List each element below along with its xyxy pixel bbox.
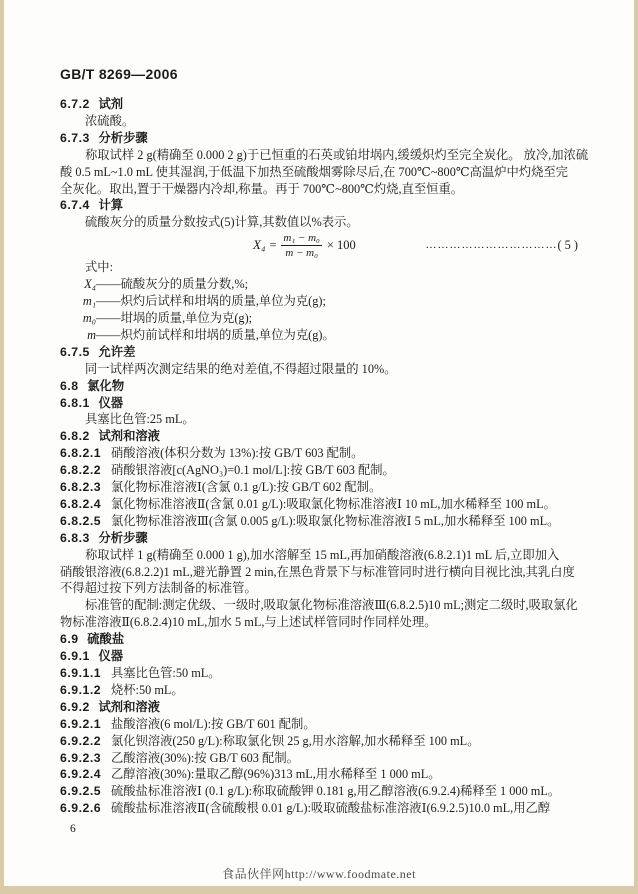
clause-number: 6.8.2.4: [60, 496, 102, 511]
symbol-definition-line: [60, 310, 578, 327]
clause-line: [60, 750, 578, 767]
footer-watermark: 食品伙伴网http://www.foodmate.net: [222, 867, 416, 881]
clause-number: 6.9.2.4: [60, 767, 102, 782]
equals-sign: =: [269, 237, 277, 252]
clause-number: 6.9.2.1: [60, 716, 102, 731]
clause-text: 硫酸盐: [87, 632, 125, 647]
clause-text: 仪器: [98, 649, 124, 664]
body-text-line: 酸 0.5 mL~1.0 mL 使其湿润,于低温下加热至硫酸烟雾除尽后,在 700℃~800℃高温炉中灼烧至完: [60, 164, 568, 179]
symbol-variable: m₀: [82, 310, 96, 325]
fraction-numerator: m₁ − m₀: [283, 231, 320, 244]
clause-line: [60, 716, 578, 733]
body-text-line: 同一试样两次测定结果的绝对差值,不得超过限量的 10%。: [85, 361, 397, 376]
page-border-left: [0, 0, 4, 894]
clause-number: 6.8.2.3: [60, 480, 102, 495]
clause-text: 试剂: [98, 97, 124, 111]
clause-line: [60, 479, 578, 496]
clause-text: 硝酸溶液(体积分数为 13%):按 GB/T 603 配制。: [110, 446, 364, 461]
clause-number: 6.7.3: [60, 130, 90, 145]
document-body: [60, 96, 589, 838]
body-text-line: 物标准溶液Ⅱ(6.8.2.4)10 mL,加水 5 mL,与上述试样管同时作同样处理。: [60, 615, 437, 630]
clause-text: 仪器: [98, 395, 124, 410]
clause-line: [60, 682, 578, 699]
clause-number: 6.7.2: [60, 97, 90, 111]
body-text-line: 具塞比色管:25 mL。: [85, 412, 195, 427]
equation-number: ( 5 ): [557, 237, 578, 252]
clause-line: [60, 800, 578, 817]
clause-text: 硫酸盐标准溶液Ⅰ (0.1 g/L):称取硫酸钾 0.181 g,用乙醇溶液(6.9.2.4)稀释至 1 000 mL。: [110, 784, 561, 799]
section-heading-line: [60, 197, 578, 214]
clause-line: [60, 766, 578, 783]
section-heading-line: [60, 395, 578, 412]
formula-line: [60, 231, 578, 259]
symbol-definition-line: [60, 327, 578, 344]
clause-text: 氯化物: [87, 378, 125, 393]
fraction: [281, 232, 321, 259]
clause-line: [60, 665, 578, 682]
page-number: 6: [70, 823, 76, 836]
clause-text: 试剂和溶液: [98, 699, 160, 714]
formula-math: [253, 232, 356, 259]
section-heading-line: [60, 631, 578, 648]
clause-number: 6.8.2.5: [60, 513, 102, 528]
dotted-leader: ……………………………: [425, 238, 558, 251]
page-border-bottom: [0, 886, 638, 894]
multiplier: × 100: [326, 237, 356, 252]
clause-text: 乙酸溶液(30%):按 GB/T 603 配制。: [110, 750, 299, 765]
body-text-line: 称取试样 1 g(精确至 0.000 1 g),加水溶解至 15 mL,再加硝酸溶液(6.8.2.1)1 mL 后,立即加入: [85, 547, 560, 562]
clause-number: 6.8: [60, 378, 79, 393]
symbol-description: ——坩埚的质量,单位为克(g);: [96, 310, 253, 325]
section-heading-line: [60, 344, 578, 361]
document-lines: [60, 96, 589, 817]
standard-number-header: GB/T 8269—2006: [60, 66, 178, 82]
clause-text: 烧杯:50 mL。: [110, 682, 184, 697]
clause-number: 6.8.2.2: [60, 463, 102, 478]
body-text-line: 称取试样 2 g(精确至 0.000 2 g)于已恒重的石英或铂坩埚内,缓缓炽灼至完全炭化。 放冷,加浓硫: [85, 147, 589, 162]
section-heading-line: [60, 96, 578, 113]
section-heading-line: [60, 530, 578, 547]
body-text-line: 标准管的配制:测定优级、一级时,吸取氯化物标准溶液Ⅲ(6.8.2.5)10 mL;测定二级时,吸取氯化: [85, 598, 578, 613]
clause-text: 盐酸溶液(6 mol/L):按 GB/T 601 配制。: [110, 716, 316, 731]
clause-text: 计算: [98, 198, 124, 213]
clause-number: 6.9: [60, 632, 79, 647]
body-text-line: 全灰化。取出,置于干燥器内冷却,称量。再于 700℃~800℃灼烧,直至恒重。: [60, 181, 464, 196]
section-heading-line: [60, 648, 578, 665]
clause-text: 具塞比色管:50 mL。: [110, 666, 221, 680]
clause-number: 6.9.1.2: [60, 682, 102, 697]
page-border-right: [634, 0, 638, 894]
symbol-variable: X₄: [84, 277, 96, 292]
clause-number: 6.9.1.1: [60, 666, 102, 680]
clause-number: 6.8.2: [60, 429, 90, 444]
clause-number: 6.9.2.2: [60, 733, 102, 748]
clause-text: 氯化物标准溶液Ⅰ(含氯 0.1 g/L):按 GB/T 602 配制。: [110, 480, 382, 495]
clause-text: 硝酸银溶液[c(AgNO₃)=0.1 mol/L]:按 GB/T 603 配制。: [110, 463, 395, 478]
clause-number: 6.9.2.6: [60, 801, 102, 816]
section-heading-line: [60, 130, 578, 147]
clause-line: [60, 496, 578, 513]
clause-number: 6.9.2: [60, 699, 90, 714]
clause-text: 氯化钡溶液(250 g/L):称取氯化钡 25 g,用水溶解,加水稀释至 100 mL。: [110, 733, 480, 748]
clause-text: 允许差: [98, 344, 136, 359]
clause-number: 6.9.2.5: [60, 784, 102, 799]
symbol-description: ——硫酸灰分的质量分数,%;: [96, 277, 249, 292]
clause-number: 6.7.4: [60, 198, 90, 213]
clause-number: 6.8.1: [60, 395, 90, 410]
clause-text: 分析步骤: [98, 130, 148, 145]
clause-number: 6.8.2.1: [60, 446, 102, 461]
clause-number: 6.9.1: [60, 649, 90, 664]
symbol-definition-line: [60, 293, 578, 310]
fraction-denominator: m − m₀: [285, 246, 318, 259]
body-text-line: 不得超过按下列方法制备的标准管。: [60, 581, 257, 596]
symbol-description: ——炽灼后试样和坩埚的质量,单位为克(g);: [96, 294, 326, 309]
clause-text: 试剂和溶液: [98, 429, 160, 444]
section-heading-line: [60, 378, 578, 395]
clause-line: [60, 733, 578, 750]
clause-text: 分析步骤: [98, 530, 148, 545]
body-text-line: 硝酸银溶液(6.8.2.2)1 mL,避光静置 2 min,在黑色背景下与标准管同时进行横向目视比浊,其乳白度: [60, 564, 575, 579]
clause-line: [60, 513, 578, 530]
symbol-variable: m₁: [82, 294, 96, 309]
clause-text: 氯化物标准溶液Ⅲ(含氯 0.005 g/L):吸取氯化物标准溶液Ⅰ 5 mL,加水稀释至 100 mL。: [110, 513, 560, 528]
symbol-definition-line: [60, 276, 578, 293]
symbol-variable: m: [87, 327, 96, 342]
body-text-line: 硫酸灰分的质量分数按式(5)计算,其数值以%表示。: [85, 215, 359, 230]
clause-text: 硫酸盐标准溶液Ⅱ(含硫酸根 0.01 g/L):吸取硫酸盐标准溶液Ⅰ(6.9.2.5)10.0 mL,用乙醇: [110, 801, 551, 816]
section-heading-line: [60, 428, 578, 445]
clause-line: [60, 783, 578, 800]
body-text-line: 式中:: [85, 260, 114, 275]
symbol-description: ——炽灼前试样和坩埚的质量,单位为克(g)。: [96, 327, 335, 342]
clause-line: [60, 445, 578, 462]
formula-lhs: X₄: [253, 236, 266, 252]
clause-text: 乙醇溶液(30%):量取乙醇(96%)313 mL,用水稀释至 1 000 mL。: [110, 767, 441, 782]
clause-number: 6.9.2.3: [60, 750, 102, 765]
body-text-line: 浓硫酸。: [85, 113, 135, 128]
section-heading-line: [60, 699, 578, 716]
clause-number: 6.7.5: [60, 344, 90, 359]
clause-line: [60, 462, 578, 479]
clause-number: 6.8.3: [60, 530, 90, 545]
clause-text: 氯化物标准溶液Ⅱ(含氯 0.01 g/L):吸取氯化物标准溶液Ⅰ 10 mL,加水稀释至 100 mL。: [110, 496, 556, 511]
